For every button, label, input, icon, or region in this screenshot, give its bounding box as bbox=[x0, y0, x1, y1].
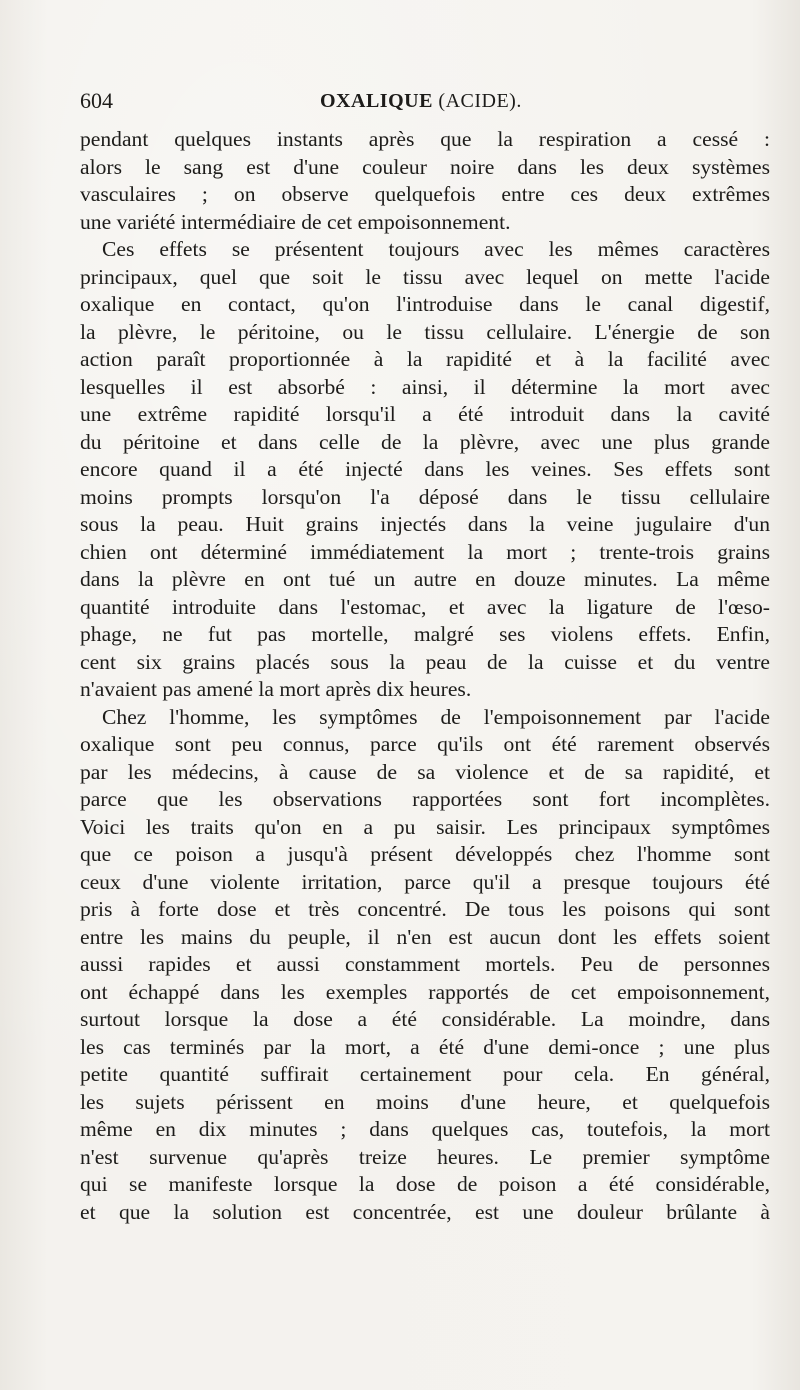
text-line: une extrême rapidité lorsqu'il a été introduit dans la cavité bbox=[80, 402, 770, 426]
text-line: petite quantité suffirait certainement pour cela. En général, bbox=[80, 1062, 770, 1086]
text-line: Voici les traits qu'on en a pu saisir. Les principaux symptômes bbox=[80, 814, 770, 839]
text-line: principaux, quel que soit le tissu avec lequel on mette l'acide bbox=[80, 264, 770, 289]
text-line: et que la solution est concentrée, est une douleur brûlante à bbox=[80, 1199, 770, 1224]
text-line: oxalique sont peu connus, parce qu'ils ont été rarement observés bbox=[80, 732, 770, 756]
page-number: 604 bbox=[80, 88, 113, 113]
text-line: vasculaires ; on observe quelquefois entre ces deux extrêmes bbox=[80, 182, 770, 206]
text-line: quantité introduite dans l'estomac, et avec la ligature de l'œso- bbox=[80, 594, 770, 619]
text-line: encore quand il a été injecté dans les veines. Ses effets sont bbox=[80, 457, 770, 481]
text-line: que ce poison a jusqu'à présent développés chez l'homme sont bbox=[80, 842, 770, 866]
text-line: cent six grains placés sous la peau de la cuisse et du ventre bbox=[80, 649, 770, 674]
text-line: Chez l'homme, les symptômes de l'empoisonnement par l'acide bbox=[102, 704, 770, 729]
text-line: n'est survenue qu'après treize heures. Le premier symptôme bbox=[80, 1144, 770, 1169]
running-head bbox=[320, 90, 522, 113]
text-line: parce que les observations rapportées sont fort incomplètes. bbox=[80, 787, 770, 811]
text-line: surtout lorsque la dose a été considérable. La moindre, dans bbox=[80, 1007, 770, 1031]
text-line: une variété intermédiaire de cet empoisonnement. bbox=[80, 209, 511, 234]
text-line: oxalique en contact, qu'on l'introduise dans le canal digestif, bbox=[80, 292, 770, 316]
text-line: les cas terminés par la mort, a été d'une demi-once ; une plus bbox=[80, 1034, 770, 1059]
running-head-subtitle: (ACIDE). bbox=[438, 90, 522, 112]
text-line: la plèvre, le péritoine, ou le tissu cellulaire. L'énergie de son bbox=[80, 319, 770, 344]
body-text bbox=[80, 126, 770, 1226]
text-line: pendant quelques instants après que la respiration a cessé : bbox=[80, 127, 770, 151]
text-line: les sujets périssent en moins d'une heure, et quelquefois bbox=[80, 1089, 770, 1114]
text-line: sous la peau. Huit grains injectés dans la veine jugulaire d'un bbox=[80, 512, 770, 536]
text-line: même en dix minutes ; dans quelques cas, toutefois, la mort bbox=[80, 1117, 770, 1141]
text-line: dans la plèvre en ont tué un autre en douze minutes. La même bbox=[80, 567, 770, 591]
text-line: par les médecins, à cause de sa violence et de sa rapidité, et bbox=[80, 759, 770, 784]
running-head-title: OXALIQUE bbox=[320, 90, 433, 112]
page-header bbox=[80, 88, 770, 122]
text-line: action paraît proportionnée à la rapidité et à la facilité avec bbox=[80, 347, 770, 371]
text-line: chien ont déterminé immédiatement la mort ; trente-trois grains bbox=[80, 539, 770, 564]
text-line: Ces effets se présentent toujours avec les mêmes caractères bbox=[102, 237, 770, 261]
text-line: lesquelles il est absorbé : ainsi, il détermine la mort avec bbox=[80, 374, 770, 399]
text-line: n'avaient pas amené la mort après dix heures. bbox=[80, 677, 472, 701]
text-line: phage, ne fut pas mortelle, malgré ses violens effets. Enfin, bbox=[80, 622, 770, 646]
text-line: du péritoine et dans celle de la plèvre, avec une plus grande bbox=[80, 429, 770, 454]
text-line: ont échappé dans les exemples rapportés de cet empoisonnement, bbox=[80, 979, 770, 1004]
text-line: moins prompts lorsqu'on l'a déposé dans le tissu cellulaire bbox=[80, 484, 770, 509]
text-line: pris à forte dose et très concentré. De tous les poisons qui sont bbox=[80, 897, 770, 921]
text-line: entre les mains du peuple, il n'en est aucun dont les effets soient bbox=[80, 924, 770, 949]
text-line: ceux d'une violente irritation, parce qu'il a presque toujours été bbox=[80, 869, 770, 894]
text-line: aussi rapides et aussi constamment mortels. Peu de personnes bbox=[80, 952, 770, 976]
text-line: alors le sang est d'une couleur noire dans les deux systèmes bbox=[80, 154, 770, 179]
text-line: qui se manifeste lorsque la dose de poison a été considérable, bbox=[80, 1172, 770, 1196]
